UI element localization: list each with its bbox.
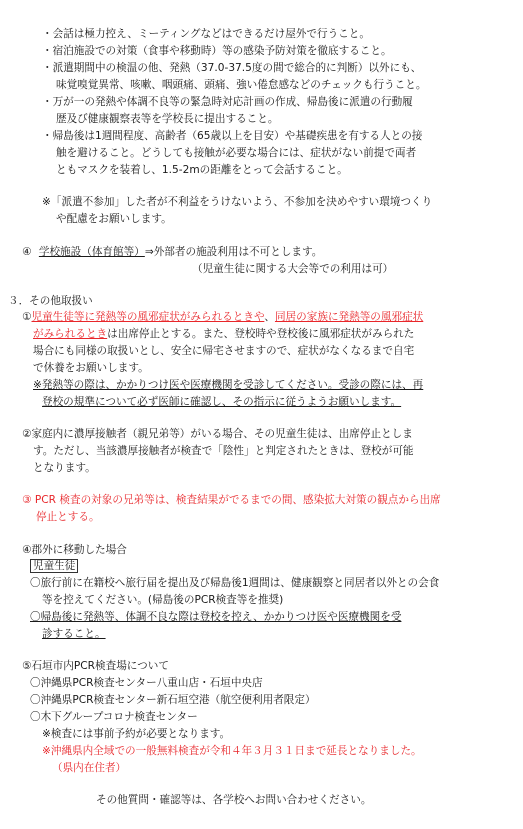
p2-line1: ②家庭内に濃厚接触者（親兄弟等）がいる場合、その児童生徒は、出席停止としま [22, 428, 413, 440]
pcr-residents-note: （県内在住者） [52, 762, 127, 774]
p4-item2-cont: 診すること。 [42, 628, 106, 640]
p2-line3: となります。 [33, 462, 96, 474]
section-title: ３．その他取扱い [8, 295, 93, 307]
p1-line1 [22, 310, 423, 326]
p3-line2: 停止とする。 [36, 511, 100, 523]
p1-number: ① [22, 311, 32, 323]
p1-note2: 登校の規準について必ず医師に確認し、その指示に従うようお願いします。 [42, 396, 402, 408]
note-nonparticipation-cont: や配慮をお願いします。 [56, 213, 172, 225]
item-number: ④ [22, 246, 32, 258]
bullet-temperature-cont: 味覚嗅覚異常、咳嗽、咽頭痛、頭痛、強い倦怠感などのチェックも行うこと。 [56, 79, 427, 91]
p5-title: ⑤石垣市内PCR検査場について [22, 660, 169, 672]
school-facilities-label: 学校施設（体育館等） [38, 246, 145, 258]
p4-item1: 〇旅行前に在籍校へ旅行届を提出及び帰島後1週間は、健康観察と同居者以外との会食 [30, 577, 440, 589]
bullet-after-return: ・帰島後は1週間程度、高齢者（65歳以上を目安）や基礎疾患を有する人との接 [42, 130, 423, 142]
p2-line2: す。ただし、当該濃厚接触者が検査で「陰性」と判定されたときは、登校が可能 [33, 445, 414, 457]
bullet-after-return-cont1: 触を避けること。どうしても接触が必要な場合には、症状がない前提で両者 [56, 147, 417, 159]
p4-box [30, 559, 78, 575]
p1-black-cont: は出席停止とする。また、登校時や登校後に風邪症状がみられた [107, 328, 415, 340]
p4-item1-cont: 等を控えてください。(帰島後のPCR検査等を推奨) [42, 594, 284, 606]
bullet-after-return-cont2: ともマスクを装着し、1.5-2mの距離をとって会話すること。 [56, 164, 348, 176]
p1-note1: ※発熱等の際は、かかりつけ医や医療機関を受診してください。受診の際には、再 [33, 379, 424, 391]
p1-red-family-cont: がみられるとき [33, 328, 108, 340]
p1-line2 [33, 327, 414, 343]
bullet-temperature: ・派遣期間中の検温の他、発熱（37.0-37.5度の間で総合的に判断）以外にも、 [42, 62, 422, 74]
p4-item2: 〇帰島後に発熱等、体調不良な際は登校を控え、かかりつけ医や医療機関を受 [30, 611, 402, 623]
bullet-lodging: ・宿泊施設での対策（食事や移動時）等の感染予防対策を徹底すること。 [42, 45, 392, 57]
pcr-reservation-note: ※検査には事前予約が必要となります。 [42, 728, 231, 740]
student-box-label: 児童生徒 [30, 559, 78, 573]
p3-line1: ③ PCR 検査の対象の兄弟等は、検査結果がでるまでの間、感染拡大対策の観点から出席 [22, 494, 441, 506]
school-facilities-rule: ⇒外部者の施設利用は不可とします。 [144, 246, 323, 258]
note-nonparticipation: ※「派遣不参加」した者が不利益をうけないよう、不参加を決めやすい環境つくり [42, 196, 433, 208]
pcr-site-2: 〇沖縄県PCR検査センター新石垣空港（航空便利用者限定） [30, 694, 316, 706]
pcr-free-extension-note: ※沖縄県内全域での一般無料検査が令和４年３月３１日まで延長となりました。 [42, 745, 422, 757]
p1-red-student: 児童生徒等に発熱等の風邪症状がみられるときや [31, 311, 265, 323]
footer-contact: その他質問・確認等は、各学校へお問い合わせください。 [96, 794, 372, 806]
bullet-conversation: ・会話は極力控え、ミーティングなどはできるだけ屋外で行うこと。 [42, 28, 370, 40]
school-facilities-exception: （児童生徒に関する大会等での利用は可） [192, 263, 394, 275]
pcr-site-3: 〇木下グループコロナ検査センター [30, 711, 198, 723]
p1-line3: 場合にも同様の取扱いとし、安全に帰宅させますので、症状がなくなるまで自宅 [33, 345, 415, 357]
p1-red-family: 同居の家族に発熱等の風邪症状 [274, 311, 424, 323]
item-school-facilities [22, 245, 322, 261]
bullet-emergency-cont: 歴及び健康観察表等を学校長に提出すること。 [56, 113, 279, 125]
p1-comma: 、 [264, 311, 275, 323]
p1-line4: で休養をお願いします。 [33, 362, 149, 374]
p4-title: ④郡外に移動した場合 [22, 544, 127, 556]
pcr-site-1: 〇沖縄県PCR検査センター八重山店・石垣中央店 [30, 677, 263, 689]
bullet-emergency: ・万が一の発熱や体調不良等の緊急時対応計画の作成、帰島後に派遣の行動履 [42, 96, 413, 108]
